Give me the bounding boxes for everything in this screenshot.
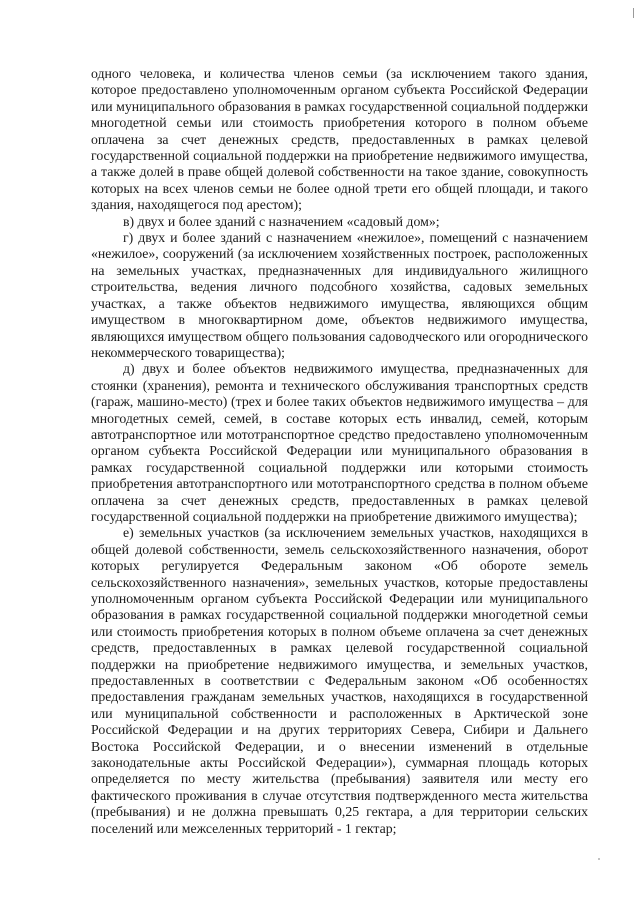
scan-speck xyxy=(598,858,600,860)
paragraph-item-v: в) двух и более зданий с назначением «садовый дом»; xyxy=(123,213,440,229)
document-body xyxy=(91,66,588,837)
paragraph-item-e: е) земельных участков (за исключением земельных участков, находящихся в общей долевой собственности, земель сельскохозяйственного назначения, оборот которых регулируется Федеральным законом «Об обороте земель сельскохозяйственного назначения», земельных участков, которые предоставлены уполномоченным органом субъекта Российской Федерации или муниципального образования в рамках государственной социальной поддержки многодетной семьи или стоимость приобретения которых в полном объеме оплачена за счет денежных средств, предоставленных в рамках целевой государственной социальной поддержки на приобретение недвижимого имущества, и земельных участков, предоставленных в соответствии с Федеральным законом «Об особенностях предоставления гражданам земельных участков, находящихся в государственной или муниципальной собственности и расположенных в Арктической зоне Российской Федерации и на других территориях Севера, Сибири и Дальнего Востока Российской Федерации, и о внесении изменений в отдельные законодательные акты Российской Федерации»), суммарная площадь которых определяется по месту жительства (пребывания) заявителя или месту его фактического проживания в случае отсутствия подтвержденного места жительства (пребывания) и не должна превышать 0,25 гектара, а для территории сельских поселений или межселенных территорий - 1 гектар; xyxy=(91,525,588,836)
page-edge-mark xyxy=(633,8,634,18)
paragraph-item-g: г) двух и более зданий с назначением «нежилое», помещений с назначением «нежилое», сооружений (за исключением хозяйственных построек, расположенных на земельных участках, предназначенных для индивидуального жилищного строительства, ведения личного подсобного хозяйства, садовых земельных участках, а также объектов недвижимого имущества, являющихся общим имуществом в многоквартирном доме, объектов недвижимого имущества, являющихся имуществом общего пользования садоводческого или огороднического некоммерческого товарищества); xyxy=(91,230,588,360)
paragraph-continuation: одного человека, и количества членов семьи (за исключением такого здания, которое предоставлено уполномоченным органом субъекта Российской Федерации или муниципального образования в рамках государственной социальной поддержки многодетной семьи или стоимость приобретения которого в полном объеме оплачена за счет денежных средств, предоставленных в рамках целевой государственной социальной поддержки на приобретение недвижимого имущества, а также долей в праве общей долевой собственности на такое здание, совокупность которых на всех членов семьи не более одной трети его общей площади, и такого здания, находящегося под арестом); xyxy=(91,66,588,213)
paragraph-item-d: д) двух и более объектов недвижимого имущества, предназначенных для стоянки (хранения), ремонта и технического обслуживания транспортных средств (гараж, машино-место) (трех и более таких объектов недвижимого имущества – для многодетных семей, семей, в составе которых есть инвалид, семей, которым автотранспортное или мототранспортное средство предоставлено уполномоченным органом субъекта Российской Федерации или муниципального образования в рамках государственной социальной поддержки или которыми стоимость приобретения автотранспортного или мототранспортного средства в полном объеме оплачена за счет денежных средств, предоставленных в рамках целевой государственной социальной поддержки на приобретение движимого имущества); xyxy=(91,361,588,524)
